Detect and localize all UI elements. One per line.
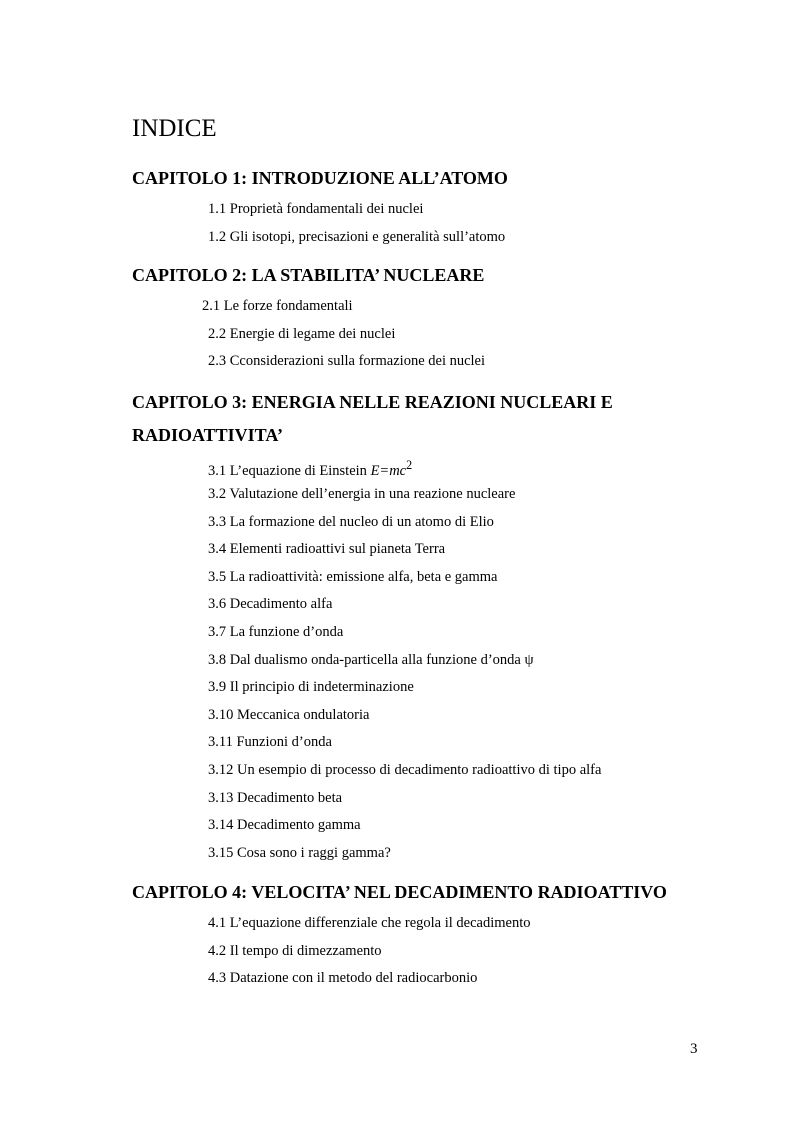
page-title: INDICE: [132, 115, 217, 142]
page-number: 3: [690, 1041, 698, 1057]
chapter-2-heading: CAPITOLO 2: LA STABILITA’ NUCLEARE: [132, 265, 485, 285]
formula-exponent: 2: [406, 458, 413, 472]
toc-entry-3-15: 3.15 Cosa sono i raggi gamma?: [208, 845, 391, 861]
toc-entry-3-6: 3.6 Decadimento alfa: [208, 596, 333, 612]
toc-entry-3-9: 3.9 Il principio di indeterminazione: [208, 679, 414, 695]
chapter-4-heading: CAPITOLO 4: VELOCITA’ NEL DECADIMENTO RADIOATTIVO: [132, 882, 667, 902]
toc-entry-3-12: 3.12 Un esempio di processo di decadimento radioattivo di tipo alfa: [208, 762, 602, 778]
toc-entry-3-8: 3.8 Dal dualismo onda-particella alla funzione d’onda ψ: [208, 652, 534, 668]
toc-entry-2-3: 2.3 Cconsiderazioni sulla formazione dei nuclei: [208, 353, 486, 369]
toc-entry-3-1-text: 3.1 L’equazione di Einstein: [208, 462, 371, 479]
toc-entry-4-1: 4.1 L’equazione differenziale che regola il decadimento: [208, 915, 531, 931]
toc-entry-3-3: 3.3 La formazione del nucleo di un atomo di Elio: [208, 514, 494, 530]
toc-entry-3-7: 3.7 La funzione d’onda: [208, 624, 344, 640]
toc-entry-4-3: 4.3 Datazione con il metodo del radiocarbonio: [208, 970, 478, 986]
toc-entry-3-11: 3.11 Funzioni d’onda: [208, 734, 332, 750]
chapter-3-heading-line-1: CAPITOLO 3: ENERGIA NELLE REAZIONI NUCLEARI E: [132, 392, 613, 412]
chapter-1-heading: CAPITOLO 1: INTRODUZIONE ALL’ATOMO: [132, 168, 508, 188]
toc-entry-3-5: 3.5 La radioattività: emissione alfa, beta e gamma: [208, 569, 498, 585]
toc-entry-3-2: 3.2 Valutazione dell’energia in una reazione nucleare: [208, 486, 516, 502]
toc-entry-1-1: 1.1 Proprietà fondamentali dei nuclei: [208, 201, 424, 217]
toc-entry-3-14: 3.14 Decadimento gamma: [208, 817, 361, 833]
chapter-3-heading-line-2: RADIOATTIVITA’: [132, 425, 284, 445]
einstein-formula: E=mc: [370, 462, 407, 479]
toc-entry-4-2: 4.2 Il tempo di dimezzamento: [208, 943, 382, 959]
toc-entry-3-10: 3.10 Meccanica ondulatoria: [208, 707, 370, 723]
toc-entry-1-2: 1.2 Gli isotopi, precisazioni e generalità sull’atomo: [208, 229, 506, 245]
toc-entry-2-1: 2.1 Le forze fondamentali: [202, 298, 353, 314]
toc-entry-3-13: 3.13 Decadimento beta: [208, 790, 343, 806]
toc-entry-2-2: 2.2 Energie di legame dei nuclei: [208, 326, 396, 342]
toc-entry-3-1: [208, 456, 412, 480]
toc-entry-3-4: 3.4 Elementi radioattivi sul pianeta Terra: [208, 541, 446, 557]
